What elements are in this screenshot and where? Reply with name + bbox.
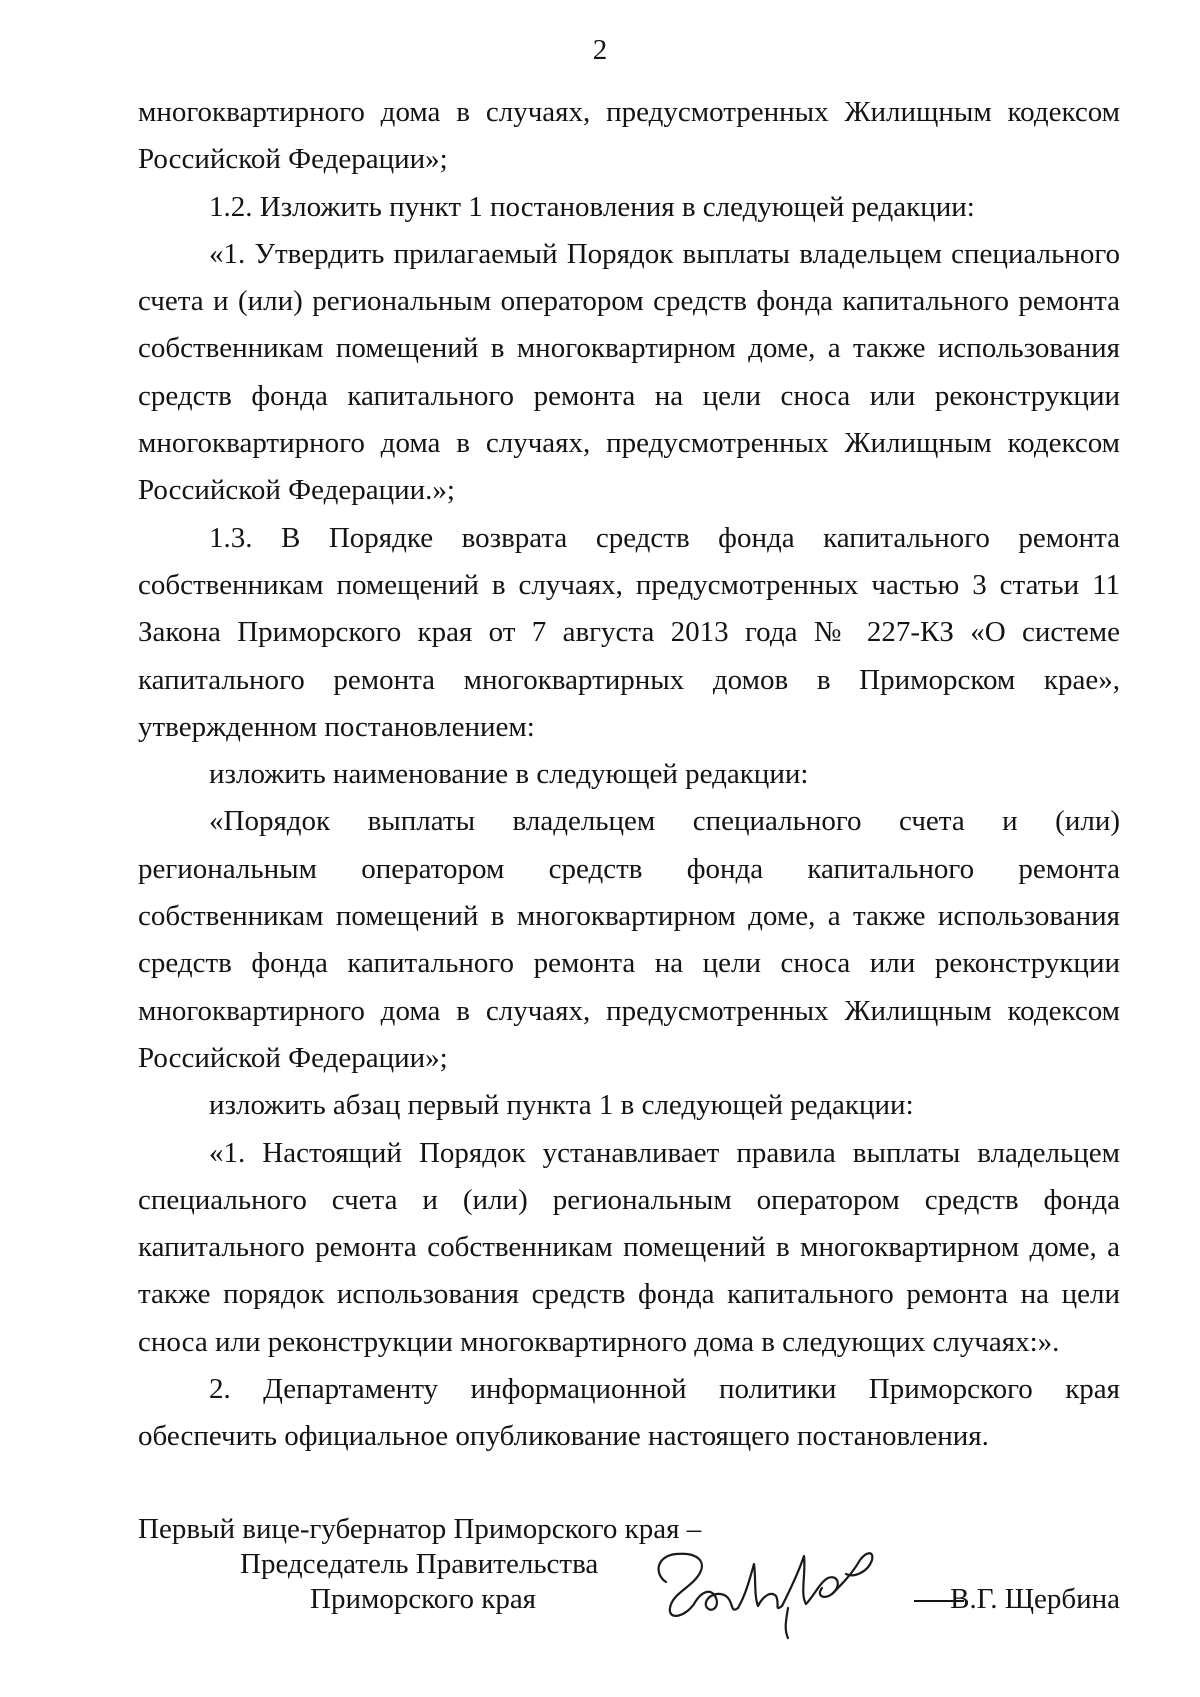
paragraph: изложить абзац первый пункта 1 в следующей редакции: [209,1089,914,1122]
paragraph: 1.3. В Порядке возврата средств фонда капитального ремонта собственникам помещений в случаях, предусмотренных частью 3 статьи 11 Закона Приморского края от 7 августа 2013 года № 227-КЗ «О системе капитального ремонта многоквартирных домов в Приморском крае», утвержденном постановлением: [138,521,1120,743]
paragraph: «1. Настоящий Порядок устанавливает правила выплаты владельцем специального счета и (или) региональным оператором средств фонда капитального ремонта собственникам помещений в многоквартирном доме, а также порядок использования средств фонда капитального ремонта на цели сноса или реконструкции многоквартирного дома в следующих случаях:». [138,1136,1120,1358]
signatory-name: В.Г. Щербина [950,1583,1120,1615]
document-body [138,89,1120,1461]
paragraph: «1. Утвердить прилагаемый Порядок выплаты владельцем специального счета и (или) региональным оператором средств фонда капитального ремонта собственникам помещений в многоквартирном доме, а также использования средств фонда капитального ремонта на цели сноса или реконструкции многоквартирного дома в случаях, предусмотренных Жилищным кодексом Российской Федерации.»; [138,237,1120,507]
signatory-position-line-1: Первый вице-губернатор Приморского края – [138,1513,702,1545]
handwritten-signature [646,1534,886,1644]
page-number: 2 [592,34,608,66]
signatory-position-line-3: Приморского края [310,1583,537,1615]
signatory-position-line-2: Председатель Правительства [240,1548,599,1580]
paragraph: 1.2. Изложить пункт 1 постановления в следующей редакции: [209,190,975,223]
paragraph: многоквартирного дома в случаях, предусмотренных Жилищным кодексом Российской Федерации»; [138,96,1120,176]
signature-block [138,1512,1120,1652]
paragraph: «Порядок выплаты владельцем специального счета и (или) региональным оператором средств фонда капитального ремонта собственникам помещений в многоквартирном доме, а также использования средств фонда капитального ремонта на цели сноса или реконструкции многоквартирного дома в случаях, предусмотренных Жилищным кодексом Российской Федерации»; [138,805,1120,1074]
paragraph: 2. Департаменту информационной политики Приморского края обеспечить официальное опубликование настоящего постановления. [138,1373,1120,1453]
paragraph: изложить наименование в следующей редакции: [209,758,809,791]
